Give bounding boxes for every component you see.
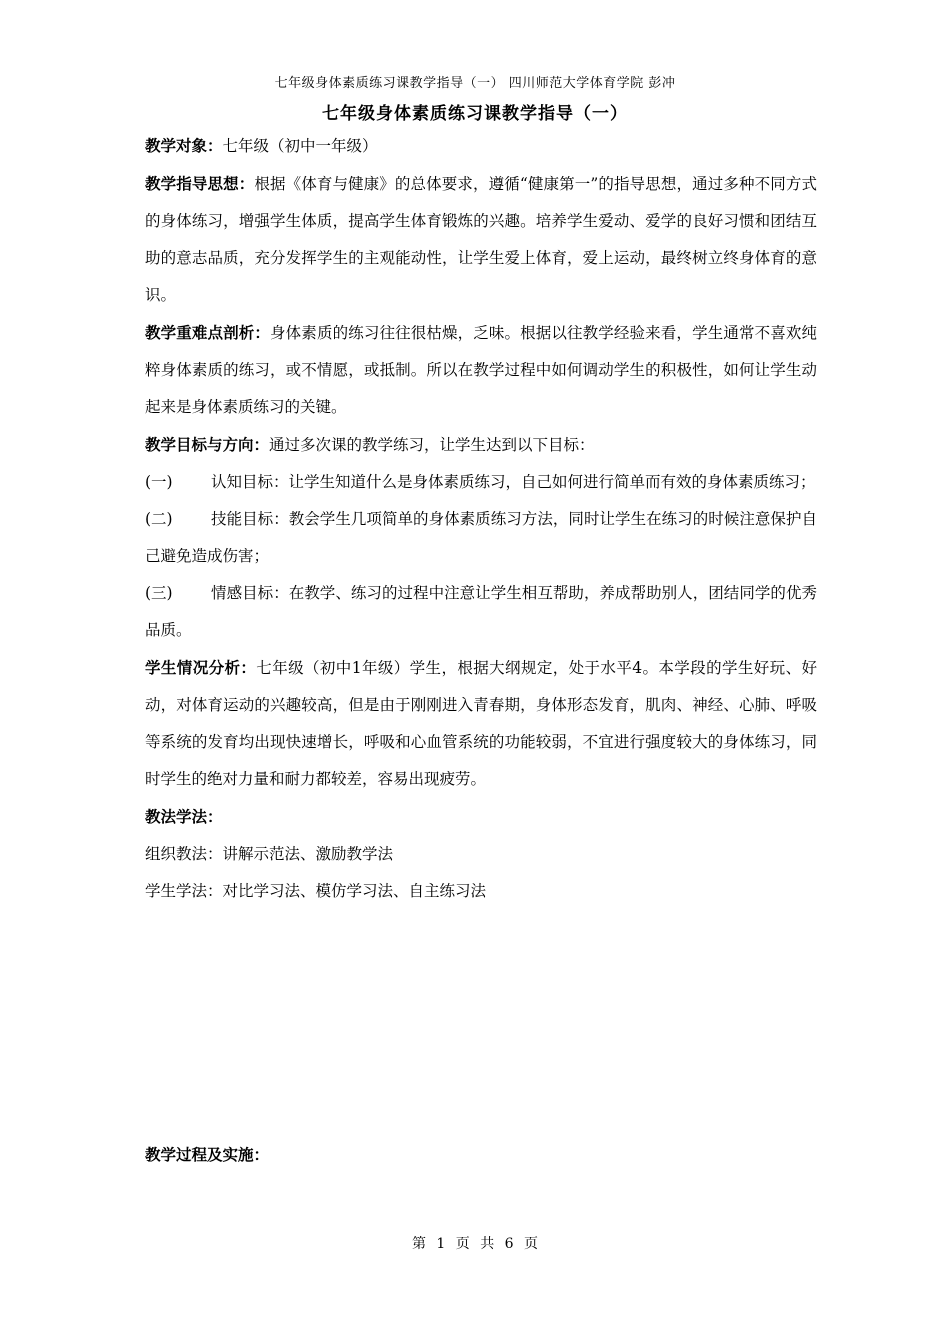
goal-item-number: (二) [145, 510, 173, 528]
document-title: 七年级身体素质练习课教学指导（一） [322, 104, 628, 124]
blank-space [145, 910, 817, 1136]
difficulty-text: 身体素质的练习往往很枯燥，乏味。根据以往教学经验来看，学生通常不喜欢纯粹身体素质的练习，或不情愿，或抵制。所以在教学过程中如何调动学生的积极性，如何让学生动起来是身体素质练习的关键。 [145, 324, 817, 416]
goals-intro-text: 通过多次课的教学练习，让学生达到以下目标： [269, 436, 595, 454]
goal-item-text: 认知目标：让学生知道什么是身体素质练习，自己如何进行简单而有效的身体素质练习； [211, 473, 816, 491]
difficulty-paragraph [145, 314, 817, 426]
methods-label: 教法学法： [145, 807, 223, 826]
student-analysis-label: 学生情况分析： [145, 658, 257, 677]
teaching-process-heading [145, 1136, 817, 1174]
teaching-target-paragraph [145, 127, 817, 165]
goals-paragraph [145, 426, 817, 464]
teaching-process-label: 教学过程及实施： [145, 1145, 270, 1164]
goal-item-number: (一) [145, 473, 173, 491]
guiding-thought-paragraph [145, 165, 817, 314]
running-header: 七年级身体素质练习课教学指导（一） 四川师范大学体育学院 彭冲 [274, 76, 676, 91]
guiding-thought-label: 教学指导思想： [145, 174, 255, 193]
student-method-line: 学生学法：对比学习法、模仿学习法、自主练习法 [145, 882, 487, 900]
goal-item [145, 575, 817, 649]
organization-method-line: 组织教法：讲解示范法、激励教学法 [145, 845, 394, 863]
goal-item-text: 情感目标：在教学、练习的过程中注意让学生相互帮助，养成帮助别人，团结同学的优秀品质。 [145, 584, 817, 639]
teaching-target-text: 七年级（初中一年级） [222, 137, 378, 155]
goal-item [145, 501, 817, 575]
student-analysis-paragraph [145, 649, 817, 798]
goals-label: 教学目标与方向： [145, 435, 270, 454]
document-body [145, 127, 817, 1174]
goal-item-number: (三) [145, 584, 173, 602]
page-number-footer: 第 1 页 共 6 页 [411, 1236, 539, 1252]
teaching-target-label: 教学对象： [145, 136, 223, 155]
goal-item-text: 技能目标：教会学生几项简单的身体素质练习方法，同时让学生在练习的时候注意保护自己避免造成伤害； [145, 510, 817, 565]
student-analysis-text: 七年级（初中1年级）学生，根据大纲规定，处于水平4。本学段的学生好玩、好动，对体育运动的兴趣较高，但是由于刚刚进入青春期，身体形态发育，肌肉、神经、心肺、呼吸等系统的发育均出现快速增长，呼吸和心血管系统的功能较弱，不宜进行强度较大的身体练习，同时学生的绝对力量和耐力都较差，容易出现疲劳。 [145, 659, 817, 788]
methods-heading [145, 798, 817, 836]
difficulty-label: 教学重难点剖析： [145, 323, 271, 342]
goal-item [145, 464, 817, 501]
guiding-thought-text: 根据《体育与健康》的总体要求，遵循“健康第一”的指导思想，通过多种不同方式的身体练习，增强学生体质，提高学生体育锻炼的兴趣。培养学生爱动、爱学的良好习惯和团结互助的意志品质，充分发挥学生的主观能动性，让学生爱上体育，爱上运动，最终树立终身体育的意识。 [145, 175, 817, 304]
